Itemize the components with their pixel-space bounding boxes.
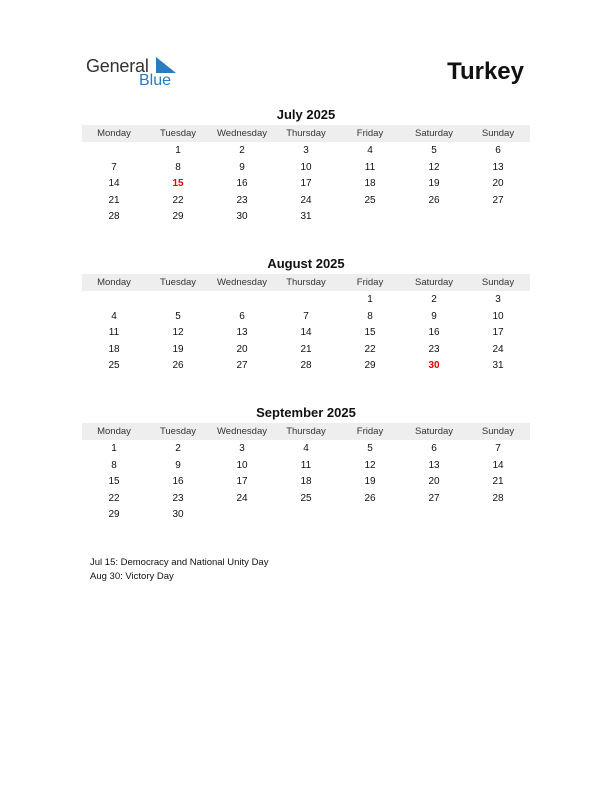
day-cell: 22 xyxy=(108,492,120,504)
holiday-day-cell: 30 xyxy=(428,360,440,372)
month-july xyxy=(82,107,530,226)
week-row xyxy=(82,143,530,160)
week-row xyxy=(82,160,530,177)
week-row xyxy=(82,176,530,193)
month-title: September 2025 xyxy=(256,405,356,420)
day-cell: 27 xyxy=(428,492,440,504)
weekday-header: Wednesday xyxy=(217,128,267,139)
day-cell: 18 xyxy=(300,476,312,488)
day-cell: 28 xyxy=(108,211,120,223)
weekday-header: Saturday xyxy=(414,426,454,437)
day-cell: 29 xyxy=(172,211,184,223)
empty-day-cell xyxy=(210,292,274,309)
day-cell: 17 xyxy=(236,476,248,488)
month-september xyxy=(82,405,530,524)
day-cell: 13 xyxy=(492,161,504,173)
weekday-header: Sunday xyxy=(481,128,515,139)
month-title: August 2025 xyxy=(267,256,345,271)
weekday-header: Wednesday xyxy=(217,277,267,288)
empty-day-cell xyxy=(338,507,402,524)
day-cell: 22 xyxy=(364,343,376,355)
week-row xyxy=(82,474,530,491)
day-cell: 2 xyxy=(175,443,181,454)
week-row xyxy=(82,458,530,475)
day-cell: 22 xyxy=(172,194,184,206)
day-cell: 11 xyxy=(108,327,120,339)
day-cell: 1 xyxy=(367,294,373,305)
day-cell: 23 xyxy=(236,194,248,206)
day-cell: 27 xyxy=(492,194,504,206)
day-cell: 7 xyxy=(111,161,117,173)
logo-blue-text: Blue xyxy=(139,72,172,89)
day-cell: 19 xyxy=(428,178,440,190)
day-cell: 17 xyxy=(492,327,504,339)
day-cell: 3 xyxy=(495,294,501,305)
holiday-list xyxy=(90,556,268,584)
empty-day-cell xyxy=(82,143,146,160)
weekday-header: Friday xyxy=(356,277,384,288)
day-cell: 19 xyxy=(364,476,376,488)
day-cell: 16 xyxy=(428,327,440,339)
day-cell: 9 xyxy=(239,161,245,173)
weekday-header: Friday xyxy=(356,426,384,437)
day-cell: 19 xyxy=(172,343,184,355)
weekday-header: Thursday xyxy=(286,426,326,437)
day-cell: 6 xyxy=(431,443,437,454)
day-cell: 12 xyxy=(364,459,376,471)
day-cell: 4 xyxy=(111,310,117,322)
day-cell: 26 xyxy=(172,360,184,372)
day-cell: 18 xyxy=(108,343,120,355)
month-days xyxy=(82,291,530,375)
weekday-header: Tuesday xyxy=(159,426,197,437)
day-cell: 26 xyxy=(428,194,440,206)
empty-day-cell xyxy=(82,292,146,309)
weekday-header: Monday xyxy=(97,426,131,437)
day-cell: 28 xyxy=(492,492,504,504)
week-row xyxy=(82,309,530,326)
weekday-header: Sunday xyxy=(481,426,515,437)
holiday-item: Jul 15: Democracy and National Unity Day xyxy=(90,557,269,568)
day-cell: 24 xyxy=(492,343,504,355)
month-days xyxy=(82,142,530,226)
day-cell: 6 xyxy=(495,145,501,156)
day-cell: 6 xyxy=(239,310,245,322)
week-row xyxy=(82,441,530,458)
weekday-header: Friday xyxy=(356,128,384,139)
week-row xyxy=(82,209,530,226)
logo xyxy=(86,56,186,92)
week-row xyxy=(82,358,530,375)
day-cell: 21 xyxy=(492,476,504,488)
month-august xyxy=(82,256,530,375)
month-title: July 2025 xyxy=(276,107,336,122)
weekday-header: Sunday xyxy=(481,277,515,288)
day-cell: 31 xyxy=(300,211,312,223)
day-cell: 2 xyxy=(431,294,437,305)
empty-day-cell xyxy=(402,507,466,524)
empty-day-cell xyxy=(146,292,210,309)
day-cell: 1 xyxy=(111,443,117,454)
week-row xyxy=(82,491,530,508)
empty-day-cell xyxy=(210,507,274,524)
empty-day-cell xyxy=(274,507,338,524)
day-cell: 9 xyxy=(175,459,181,471)
week-row xyxy=(82,507,530,524)
weekday-header: Monday xyxy=(97,277,131,288)
day-cell: 29 xyxy=(364,360,376,372)
weekday-header: Wednesday xyxy=(217,426,267,437)
day-cell: 3 xyxy=(239,443,245,454)
day-cell: 12 xyxy=(172,327,184,339)
day-cell: 23 xyxy=(428,343,440,355)
day-cell: 16 xyxy=(172,476,184,488)
week-row xyxy=(82,292,530,309)
day-cell: 11 xyxy=(364,161,376,173)
weekday-header-row xyxy=(82,125,530,142)
day-cell: 25 xyxy=(108,360,120,372)
day-cell: 13 xyxy=(236,327,248,339)
day-cell: 13 xyxy=(428,459,440,471)
day-cell: 15 xyxy=(108,476,120,488)
day-cell: 30 xyxy=(172,509,184,521)
week-row xyxy=(82,325,530,342)
day-cell: 28 xyxy=(300,360,312,372)
day-cell: 8 xyxy=(367,310,373,322)
day-cell: 30 xyxy=(236,211,248,223)
day-cell: 5 xyxy=(431,145,437,156)
day-cell: 5 xyxy=(367,443,373,454)
day-cell: 24 xyxy=(236,492,248,504)
day-cell: 7 xyxy=(495,443,501,454)
weekday-header-row xyxy=(82,423,530,440)
holiday-day-cell: 15 xyxy=(172,178,184,190)
day-cell: 21 xyxy=(108,194,120,206)
day-cell: 14 xyxy=(108,178,120,190)
day-cell: 21 xyxy=(300,343,312,355)
country-title: Turkey xyxy=(447,58,524,85)
day-cell: 25 xyxy=(364,194,376,206)
weekday-header: Tuesday xyxy=(159,277,197,288)
day-cell: 18 xyxy=(364,178,376,190)
empty-day-cell xyxy=(274,292,338,309)
empty-day-cell xyxy=(402,209,466,226)
weekday-header: Thursday xyxy=(286,128,326,139)
day-cell: 9 xyxy=(431,310,437,322)
day-cell: 10 xyxy=(492,310,504,322)
day-cell: 7 xyxy=(303,310,309,322)
empty-day-cell xyxy=(466,209,530,226)
month-days xyxy=(82,440,530,524)
weekday-header: Monday xyxy=(97,128,131,139)
logo-general-text: General xyxy=(86,56,149,76)
day-cell: 10 xyxy=(300,161,312,173)
day-cell: 3 xyxy=(303,145,309,156)
day-cell: 16 xyxy=(236,178,248,190)
day-cell: 27 xyxy=(236,360,248,372)
empty-day-cell xyxy=(338,209,402,226)
day-cell: 24 xyxy=(300,194,312,206)
day-cell: 1 xyxy=(175,145,181,156)
day-cell: 23 xyxy=(172,492,184,504)
day-cell: 2 xyxy=(239,145,245,156)
day-cell: 15 xyxy=(364,327,376,339)
week-row xyxy=(82,193,530,210)
weekday-header-row xyxy=(82,274,530,291)
day-cell: 25 xyxy=(300,492,312,504)
day-cell: 20 xyxy=(492,178,504,190)
day-cell: 20 xyxy=(428,476,440,488)
day-cell: 4 xyxy=(303,443,309,454)
empty-day-cell xyxy=(466,507,530,524)
day-cell: 26 xyxy=(364,492,376,504)
weekday-header: Saturday xyxy=(414,277,454,288)
weekday-header: Saturday xyxy=(414,128,454,139)
week-row xyxy=(82,342,530,359)
day-cell: 17 xyxy=(300,178,312,190)
day-cell: 31 xyxy=(492,360,504,372)
day-cell: 11 xyxy=(300,459,312,471)
day-cell: 14 xyxy=(492,459,504,471)
day-cell: 12 xyxy=(428,161,440,173)
holiday-item: Aug 30: Victory Day xyxy=(90,571,174,582)
day-cell: 8 xyxy=(111,459,117,471)
weekday-header: Tuesday xyxy=(159,128,197,139)
day-cell: 20 xyxy=(236,343,248,355)
day-cell: 5 xyxy=(175,310,181,322)
day-cell: 14 xyxy=(300,327,312,339)
day-cell: 10 xyxy=(236,459,248,471)
day-cell: 29 xyxy=(108,509,120,521)
day-cell: 8 xyxy=(175,161,181,173)
day-cell: 4 xyxy=(367,145,373,156)
weekday-header: Thursday xyxy=(286,277,326,288)
